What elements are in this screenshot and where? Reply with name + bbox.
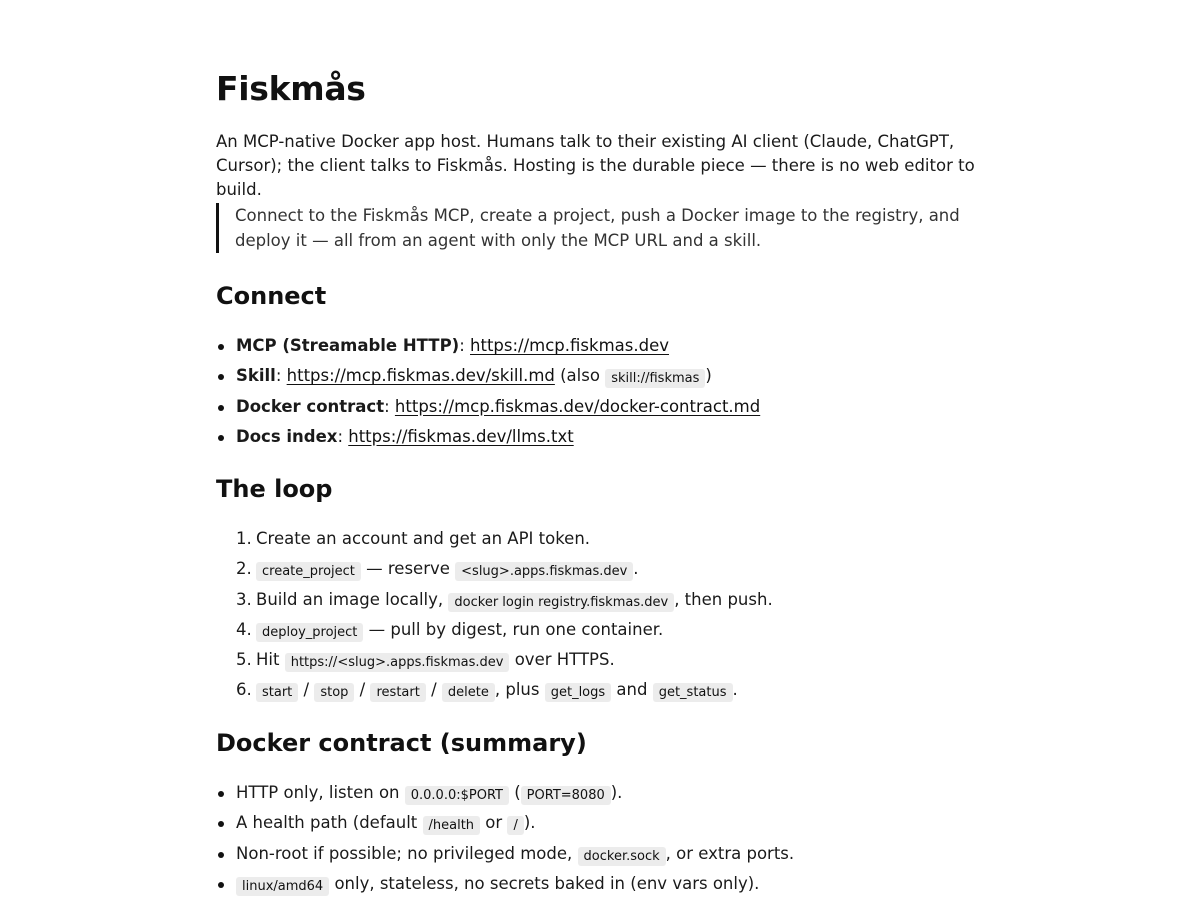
intro-paragraph: An MCP-native Docker app host. Humans talk to their existing AI client (Claude, ChatGPT, Cursor); the client talks to Fiskmås. Hosting is the durable piece — there is no web editor to build. bbox=[216, 132, 975, 199]
connect-heading: Connect bbox=[216, 282, 327, 310]
inline-code: https://<slug>.apps.fiskmas.dev bbox=[285, 653, 510, 672]
inline-code: PORT=8080 bbox=[521, 786, 611, 805]
list-item: Skill: https://mcp.fiskmas.dev/skill.md (also skill://fiskmas ) bbox=[216, 361, 986, 391]
inline-code: docker.sock bbox=[578, 847, 666, 866]
inline-code: 0.0.0.0:$PORT bbox=[405, 786, 509, 805]
inline-code: get_status bbox=[653, 683, 733, 702]
list-item: 3. Build an image locally, docker login registry.fiskmas.dev , then push. bbox=[236, 589, 773, 610]
list-item: Docker contract: https://mcp.fiskmas.dev/docker-contract.md bbox=[216, 392, 986, 422]
list-item: 2. create_project — reserve <slug>.apps.fiskmas.dev . bbox=[236, 559, 639, 580]
inline-code: docker login registry.fiskmas.dev bbox=[448, 593, 674, 612]
item-label: MCP (Streamable HTTP) bbox=[236, 336, 460, 355]
inline-code: get_logs bbox=[545, 683, 611, 702]
list-item: 1. Create an account and get an API token. bbox=[236, 529, 591, 548]
list-item: A health path (default /health or / ). bbox=[216, 808, 986, 838]
loop-steps-list bbox=[216, 524, 986, 706]
inline-code: /health bbox=[423, 816, 481, 835]
list-item: Non-root if possible; no privileged mode, docker.sock , or extra ports. bbox=[216, 839, 986, 869]
item-label: Skill bbox=[236, 366, 276, 386]
mcp-url-link[interactable]: https://mcp.fiskmas.dev bbox=[470, 336, 669, 355]
docker-contract-link[interactable]: https://mcp.fiskmas.dev/docker-contract.md bbox=[394, 396, 761, 416]
list-item: MCP (Streamable HTTP): https://mcp.fiskmas.dev bbox=[216, 331, 986, 361]
summary-blockquote: Connect to the Fiskmås MCP, create a project, push a Docker image to the registry, and deploy it — all from an agent with only the MCP URL and a skill. bbox=[216, 203, 987, 253]
item-label: Docker contract bbox=[236, 396, 385, 416]
loop-heading: The loop bbox=[216, 475, 333, 503]
list-item: 4. deploy_project — pull by digest, run one container. bbox=[236, 619, 664, 640]
inline-code: <slug>.apps.fiskmas.dev bbox=[455, 562, 633, 581]
inline-code: / bbox=[507, 816, 523, 835]
inline-code: delete bbox=[442, 683, 495, 702]
page-title: Fiskmås bbox=[216, 69, 366, 108]
inline-code: deploy_project bbox=[256, 623, 363, 642]
contract-list bbox=[216, 778, 986, 899]
list-item: 5. Hit https://<slug>.apps.fiskmas.dev over HTTPS. bbox=[236, 650, 615, 671]
list-item: linux/amd64 only, stateless, no secrets baked in (env vars only). bbox=[216, 869, 986, 899]
inline-code: stop bbox=[314, 683, 354, 702]
inline-code: linux/amd64 bbox=[236, 877, 329, 896]
skill-url-link[interactable]: https://mcp.fiskmas.dev/skill.md bbox=[286, 366, 555, 386]
list-item: HTTP only, listen on 0.0.0.0:$PORT ( PORT=8080 ). bbox=[216, 778, 986, 808]
inline-code: start bbox=[256, 683, 298, 702]
contract-heading: Docker contract (summary) bbox=[216, 729, 587, 757]
list-item: Docs index: https://fiskmas.dev/llms.txt bbox=[216, 422, 986, 452]
inline-code: skill://fiskmas bbox=[605, 369, 705, 388]
inline-code: restart bbox=[370, 683, 425, 702]
inline-code: create_project bbox=[256, 562, 361, 581]
docs-index-link[interactable]: https://fiskmas.dev/llms.txt bbox=[348, 426, 574, 446]
connect-list bbox=[216, 331, 986, 452]
list-item: 6. start / stop / restart / delete , plus get_logs and get_status . bbox=[236, 680, 738, 701]
item-label: Docs index bbox=[236, 426, 338, 446]
